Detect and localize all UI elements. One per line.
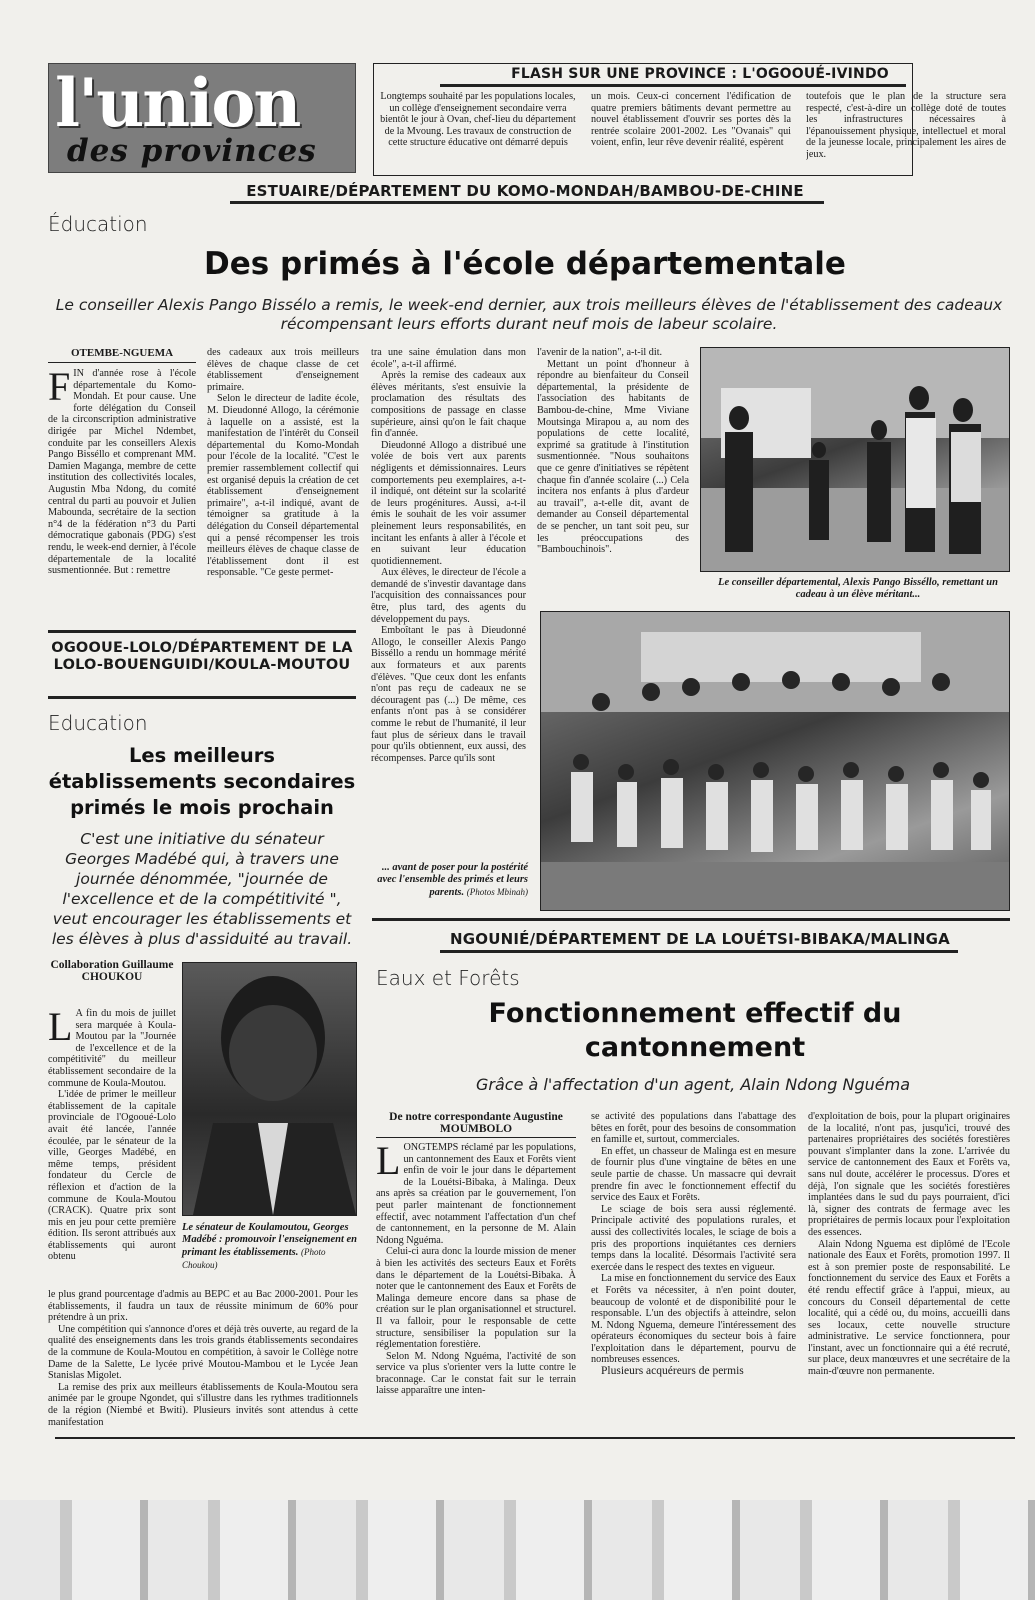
flash-rule [440,84,906,87]
page-bottom-rule [55,1437,1015,1439]
estuaire-col-2 [207,347,359,613]
estuaire-byline: OTEMBE-NGUEMA [70,347,174,359]
estuaire-headline: Des primés à l'école départementale [204,246,846,282]
para: La remise des prix aux meilleurs établissements de Koula-Moutou sera animée par le groupe Ngondet, qui s'illustre dans les rythmes traditionnels de la région (Niembé et Bwiti). Plusieurs invités sont attendus à cette manifestation [48,1381,358,1428]
photo-figures [701,348,1009,571]
para: Aux élèves, le directeur de l'école a demandé de s'investir davantage dans l'acquisition des connaissances pour être, plus tard, des agents du développement du pays. [371,567,526,625]
ogooue-wide [48,1289,358,1429]
ngounie-col-3 [808,1111,1010,1424]
estuaire-col-1 [48,368,196,612]
para: En effet, un chasseur de Malinga est en mesure de fournir plus d'une vingtaine de bêtes en une seule partie de chasse. Un massacre qui devrait prendre fin avec le fonctionnement effectif du service des Eaux et Forêts. [591,1145,796,1204]
para: Dieudonné Allogo a distribué une volée de bois vert aux parents négligents et démissionnaires. Leurs comportements peu exemplaires, a-t-il indiqué, ont déteint sur la scolarité de leurs progénitures. Aussi, a-t-il émis le souhait de les voir assumer pleinement leurs responsabilités, en incitant les enfants à aller à l'école et en suivant leur éducation quotidiennement. [371,439,526,567]
photo-ceremony [700,347,1010,572]
ngounie-top-rule [372,918,1010,921]
para: Plusieurs acquéreurs de permis [601,1365,744,1378]
ngounie-band: NGOUNIÉ/DÉPARTEMENT DE LA LOUÉTSI-BIBAKA/MALINGA [450,930,950,948]
photo-senator [182,962,357,1216]
photo-senator-figure [183,963,356,1215]
ogooue-headline: Les meilleurs établissements secondaires primés le mois prochain [48,744,356,819]
flash-col-3: toutefois que le plan de la structure sera respecté, c'est-à-dire un collège doté de toutes les infrastructures nécessaires à l'épanouissement physique, intellectuel et moral de la jeunesse locale, principalement les aires de jeux. [806,91,1006,160]
para: le plus grand pourcentage d'admis au BEPC et au Bac 2000-2001. Pour les établissements, il faudra un taux de réussite minimum de 60% pour prétendre à un prix. [48,1289,358,1324]
masthead-title: l'union [55,64,300,142]
ngounie-byline: De notre correspondante Augustine MOUMBOLO [389,1111,563,1135]
text: IN d'année rose à l'école départementale du Komo-Mondah. Et pour cause. Une forte délégation du Conseil de la circonscription administrative dirigée par Michel Ndembet, conduite par les conseillers Alexis Pango Bisséllo et comprenant MM. Damien Maganga, membre de cette institution des collectivités locales, Augustin Mba Ndong, du comité central du parti au pouvoir et Julien Mabounda, secrétaire de la section n°4 de la fédération n°3 du Parti démocratique gabonais (PDG) s'est rendu, le week-end dernier, à l'école départementale de la localité susmentionnée. But : remettre [48,368,196,577]
ogooue-deck: C'est une initiative du sénateur Georges Madébé qui, à travers une journée dénommée, "journée de l'excellence et de la compétitivité ", veut encourager les établissements et les élèves à plus d'assiduité au travail. [51,830,353,948]
text: ONGTEMPS réclamé par les populations, un cantonnement des Eaux et Forêts vient enfin de voir le jour dans le département de la Louétsi-Bibaka, à Malinga. Deux ans après sa création par le gouvernement, l'on peut parler maintenant de fonctionnement effectif, avec notamment l'affectation d'un chef de cantonnement, en la personne de M. Alain Ndong Nguéma. [376,1142,576,1246]
photo-ceremony-caption: Le conseiller départemental, Alexis Pango Bisséllo, remettant un cadeau à un élève méritant... [718,577,998,600]
dropcap: F [48,368,71,409]
para: Celui-ci aura donc la lourde mission de mener à bien les activités des secteurs Eaux et Forêts dans le département de la Louétsi-Bibaka. À noter que le cantonnement des Eaux et Forêts de Malinga demeure encore dans sa phase de création sur le plan organisationnel et structurel. Il va falloir, pour le responsable de cette structure, sensibiliser la population sur la réglementation forestière. [376,1246,576,1351]
ogooue-byline: Collaboration Guillaume CHOUKOU [50,959,174,983]
para: L'idée de primer le meilleur établissement de la capitale provinciale de l'Ogooué-Lolo avait été lancée, l'année écoulée, par le sénateur de la ville, Georges Madébé, en même temps, président fondateur du Cercle de réflexion et d'action de la commune de Koula-Moutou (CRACK). Quatre prix sont mis en jeu pour cette première édition. Ils seront attribués aux établissements qui auront obtenu [48,1089,176,1263]
estuaire-rubric: Éducation [48,212,148,236]
para: Selon M. Ndong Nguéma, l'activité de son service va plus s'orienter vers la lutte contre le braconnage. Car le constat fait sur le terrain laisse apparaître une inten- [376,1350,576,1397]
para: Le sciage de bois sera aussi réglementé. Principale activité des populations rurales, et aussi des collectivités locales, le sciage de bois a pris des proportions inquiétantes ces derniers temps dans la localité. Désormais l'activité sera exercée dans le respect des textes en vigueur. [591,1203,796,1273]
ngounie-rubric: Eaux et Forêts [376,966,520,990]
ogooue-band-rule [48,696,356,699]
para: Selon le directeur de ladite école, M. Dieudonné Allogo, la cérémonie à laquelle on a assisté, est la manifestation de l'intérêt du Conseil départemental du Komo-Mondah pour l'école de la localité. "C'est le premier rassemblement collectif qui est organisé depuis la création de cet établissement d'enseignement primaire", a-t-il indiqué, avant de témoigner sa gratitude à la délégation du Conseil départemental qui a pensé récompenser les trois meilleurs élèves de chaque classe de l'établissement dont il est responsable. "Ce geste permet- [207,393,359,579]
estuaire-col-3 [371,347,526,845]
para: tra une saine émulation dans mon école", a-t-il affirmé. [371,347,526,370]
photo-credit: (Photos Mbinah) [466,887,528,897]
photo-group-figures [541,612,1009,910]
byline-rule [48,362,196,363]
photo-credit: (Photo Choukou) [182,1247,326,1270]
estuaire-rule [230,201,824,204]
para: La mise en fonctionnement du service des Eaux et Forêts va nécessiter, à n'en point douter, beaucoup de volonté et de disponibilité pour le responsable. L'un des objectifs à atteindre, selon M. Ndong Nguema, demeure l'intéressement des opérateurs économiques du secteur bois à faire l'exploitation dans le département, pourvu de nombreuses essences. [591,1273,796,1366]
ogooue-band: OGOOUE-LOLO/DÉPARTEMENT DE LA LOLO-BOUENGUIDI/KOULA-MOUTOU [51,640,353,673]
flash-band: FLASH SUR UNE PROVINCE : L'OGOOUÉ-IVINDO [511,66,889,82]
ogooue-rubric: Education [48,711,148,735]
scan-edge [0,1500,1035,1600]
para: Emboîtant le pas à Dieudonné Allogo, le conseiller Alexis Pango Bisséllo a rendu un hommage mérité aux formateurs et aux parents d'élèves. "Que ceux dont les enfants n'ont pas reçu de cadeaux ne se découragent pas (...) De même, ces enfants n'ont pas à se considérer comme le rebut de l'humanité, il leur faut plus de sérieux dans le travail pour qu'ils obtiennent, eux aussi, des récompenses. Parce qu'ils sont [371,625,526,764]
text: A fin du mois de juillet sera marquée à Koula-Moutou par la "Journée de l'excellence et de la compétitivité" du meilleur établissement secondaire de la commune de Koula-Moutou. [48,1008,176,1089]
para: l'avenir de la nation", a-t-il dit. [537,347,663,358]
ngounie-band-rule [440,950,958,953]
ogooue-col-1 [48,1008,176,1288]
ngounie-col-2 [591,1111,796,1424]
photo-group [540,611,1010,911]
para: se activité des populations dans l'abattage des bêtes en forêt, pour des besoins de consommation en famille et, surtout, commerciales. [591,1111,796,1146]
estuaire-band: ESTUAIRE/DÉPARTEMENT DU KOMO-MONDAH/BAMBOU-DE-CHINE [246,182,804,200]
ogooue-top-rule [48,630,356,633]
ngounie-byline-rule [376,1137,576,1138]
estuaire-deck: Le conseiller Alexis Pango Bissélo a remis, le week-end dernier, aux trois meilleurs élèves de l'établissement des cadeaux récompensant leurs efforts durant neuf mois de labeur scolaire. [55,296,1003,333]
flash-col-1: Longtemps souhaité par les populations locales, un collège d'enseignement secondaire verra bientôt le jour à Ovan, chef-lieu du département de la Mvoung. Les travaux de construction de cette structure éducative ont démarré depuis [380,91,576,149]
ngounie-deck: Grâce à l'affectation d'un agent, Alain Ndong Nguéma [475,1075,911,1094]
estuaire-col-4 [537,347,689,602]
para: d'exploitation de bois, pour la plupart originaires de la localité, n'ont pas, jusqu'ici, trouvé des partenaires propriétaires des sociétés forestières pouvant s'implanter dans la zone. L'arrivée du service de cantonnement des Eaux et Forêts va, sans nul doute, accélérer le processus. D'ores et déjà, l'on signale que les sociétés forestières implantées dans le sud du pays pourraient, d'ici là, signer des contrats de fermage avec les propriétaires de permis locaux pour l'exploitation des essences. [808,1111,1010,1238]
ngounie-headline: Fonctionnement effectif du cantonnement [488,998,902,1063]
para: Alain Ndong Nguema est diplômé de l'Ecole nationale des Eaux et Forêts, promotion 1997. Il est à son premier poste de responsabilité. Le fonctionnement du service des Eaux et Forêts a été rendu effectif grâce à l'appui, mieux, au concours du Conseil départemental de cette localité, qui a cédé ou, du moins, accueilli dans ses locaux, cette nouvelle structure administrative. Le service fonctionnera, pour l'instant, avec un fonctionnaire qui a été recruté, sur place, deux manœuvres et une secrétaire de la main-d'œuvre non permanente. [808,1238,1010,1378]
caption-text: Le sénateur de Koulamoutou, Georges Madébé : promouvoir l'enseignement en primant les établissements. [182,1222,357,1258]
para: Mettant un point d'honneur à répondre au bienfaiteur du Conseil départemental, la présidente de l'association des habitants de Bambou-de-chine, Mme Viviane Moutsinga Mirapou a, au nom des populations de cette localité, exprimé sa gratitude à l'institution susmentionnée. "Nous souhaitons que ce genre d'initiatives se répètent chaque fin d'année scolaire (...) Cela incitera nos enfants à plus d'ardeur au travail", a-t-elle dit, avant de demander au Conseil départemental de se pencher, un tant soit peu, sur les préoccupations des "Bambouchinois". [537,358,689,556]
dropcap: L [48,1008,73,1049]
para: Après la remise des cadeaux aux élèves méritants, s'est ensuivie la proclamation des résultats des compositions de passage en classe supérieure, ainsi qu'on le fait chaque fin d'année. [371,370,526,440]
masthead [48,63,356,173]
para: des cadeaux aux trois meilleurs élèves de chaque classe de cet établissement d'enseignement primaire. [207,347,359,393]
caption-text: ... avant de poser pour la postérité avec l'ensemble des primés et leurs parents. [377,862,528,898]
para: Une compétition qui s'annonce d'ores et déjà très ouverte, au regard de la qualité des enseignements dans les trois grands établissements secondaires de la commune de Koula-Moutou en compétition, à savoir le Collège notre Dame de la Salette, Le lycée privé Moutou-Mambou et le Lycée Jean Stanislas Migolet. [48,1323,358,1382]
photo-senator-caption [182,1222,357,1272]
flash-col-2: un mois. Ceux-ci concernent l'édification de quatre premiers bâtiments devant permettre au nouvel établissement d'ouvrir ses portes dès la rentrée scolaire 2001-2002. Les "Ovanais" qui voient, enfin, leur rêve devenir réalité, espèrent [591,91,791,149]
ngounie-col-1 [376,1142,576,1424]
dropcap: L [376,1142,401,1183]
masthead-subtitle: des provinces [67,133,317,169]
photo-group-caption [372,862,528,899]
